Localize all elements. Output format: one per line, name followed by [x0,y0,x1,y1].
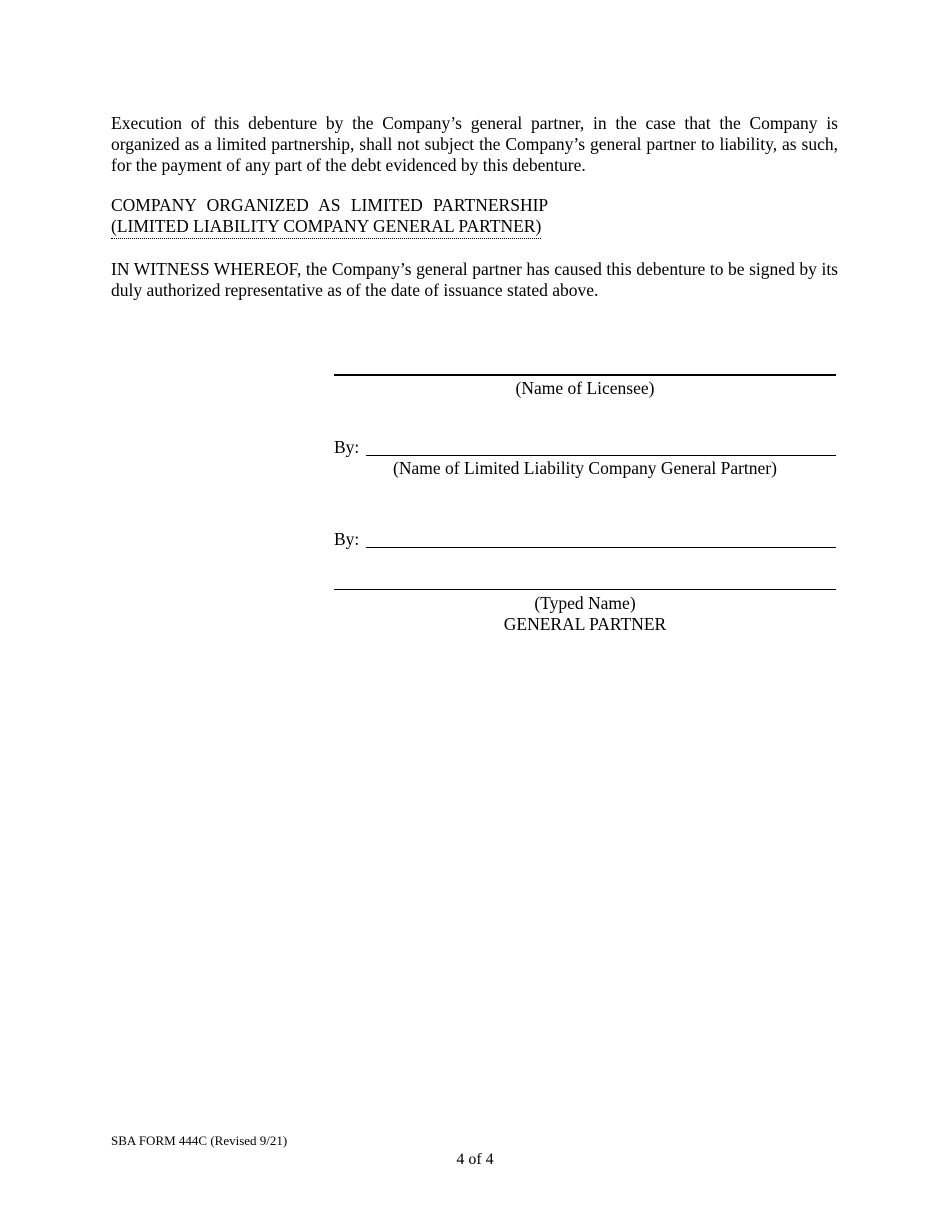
general-partner-caption: GENERAL PARTNER [503,614,667,634]
form-identifier: SBA FORM 444C (Revised 9/21) [111,1133,288,1148]
llc-partner-caption: (Name of Limited Liability Company General Partner) [393,458,777,478]
by-label-2: By: [334,529,360,549]
heading-line-2: (LIMITED LIABILITY COMPANY GENERAL PARTNER) [111,216,541,239]
section-heading [111,195,548,239]
execution-paragraph: Execution of this debenture by the Company’s general partner, in the case that the Company is organized as a limited partnership, shall not subject the Company’s general partner to liability, as such, for the payment of any part of the debt evidenced by this debenture. [111,113,838,175]
licensee-signature-line [334,374,836,376]
typed-name-line[interactable] [334,589,836,590]
heading-line-1: COMPANY ORGANIZED AS LIMITED PARTNERSHIP [111,195,549,215]
licensee-caption: (Name of Licensee) [515,378,655,398]
by-label-1: By: [334,437,360,457]
representative-signature-line[interactable] [366,547,836,548]
llc-partner-signature-line[interactable] [366,455,836,456]
witness-paragraph: IN WITNESS WHEREOF, the Company’s general partner has caused this debenture to be signed by its duly authorized representative as of the date of issuance stated above. [111,259,838,300]
page-number: 4 of 4 [456,1151,494,1168]
typed-name-caption: (Typed Name) [534,593,636,613]
